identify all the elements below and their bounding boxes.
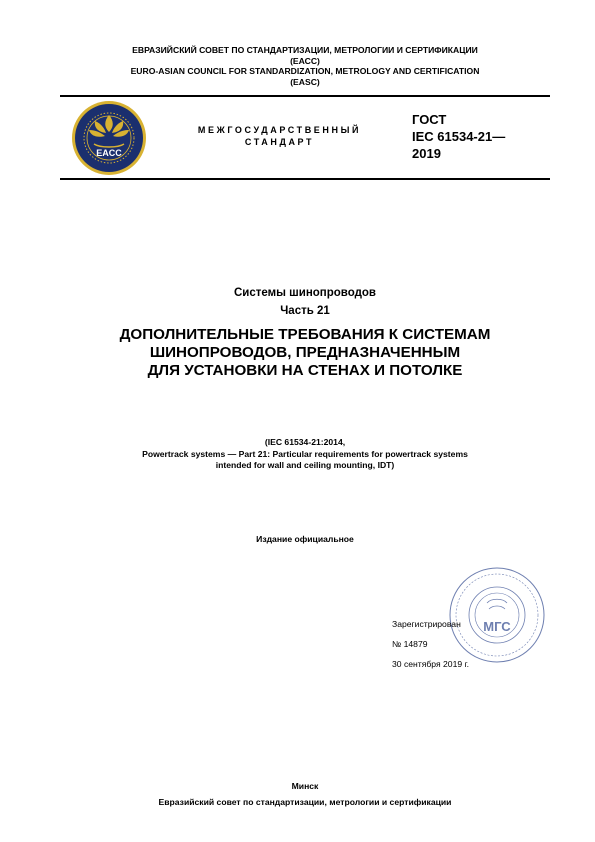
org-abbr-en: (EASC) [290,76,320,87]
part-title: Часть 21 [280,305,330,317]
org-name-en: EURO-ASIAN COUNCIL FOR STANDARDIZATION, METROLOGY AND CERTIFICATION [130,66,480,77]
series-title: Системы шинопроводов [234,287,376,299]
designation-year: 2019 [412,146,441,161]
edition-note: Издание официальное [256,534,354,544]
iec-reference [60,437,550,472]
designation-prefix: ГОСТ [412,112,447,127]
registration-date: 30 сентября 2019 г. [392,659,469,669]
logo-text: EACC [96,148,122,158]
publication-footer [60,778,550,810]
stamp-text: МГС [483,619,511,634]
publication-city: Минск [291,781,319,791]
standard-type [172,124,387,148]
easc-emblem-icon [60,99,158,177]
header-divider-bottom [60,178,550,180]
standard-type-line1: МЕЖГОСУДАРСТВЕННЫЙ [197,125,362,135]
standard-designation [412,111,505,162]
org-name-ru: ЕВРАЗИЙСКИЙ СОВЕТ ПО СТАНДАРТИЗАЦИИ, МЕТРОЛОГИИ И СЕРТИФИКАЦИИ [132,45,478,55]
registration-number: № 14879 [392,639,428,649]
main-title-line3: ДЛЯ УСТАНОВКИ НА СТЕНАХ И ПОТОЛКЕ [147,362,463,379]
standard-type-line2: СТАНДАРТ [244,137,315,147]
title-block [60,286,550,380]
publisher-name: Евразийский совет по стандартизации, метрологии и сертификации [158,797,452,807]
main-title-line2: ШИНОПРОВОДОВ, ПРЕДНАЗНАЧЕННЫМ [149,344,461,361]
organization-header [60,45,550,87]
org-abbr-ru: (ЕАСС) [290,55,320,66]
header-divider-top [60,95,550,97]
main-title-line1: ДОПОЛНИТЕЛЬНЫЕ ТРЕБОВАНИЯ К СИСТЕМАМ [119,326,491,343]
iec-reference-line2: Powertrack systems — Part 21: Particular requirements for powertrack systems [142,448,468,459]
registration-label: Зарегистрирован [392,619,461,629]
iec-reference-line3: intended for wall and ceiling mounting, IDT) [215,460,395,470]
iec-reference-line1: (IEC 61534-21:2014, [264,437,346,447]
designation-number: IEC 61534-21— [412,129,506,144]
main-title [60,326,550,380]
registration-info [392,614,469,674]
